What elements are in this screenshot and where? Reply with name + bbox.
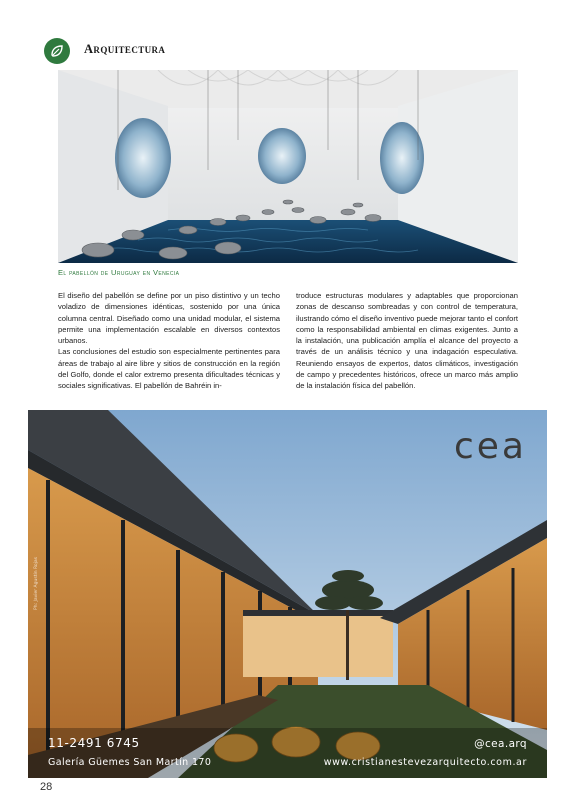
article-column-right (296, 290, 518, 392)
section-title: Arquitectura (84, 42, 166, 56)
photo-caption: El pabellón de Uruguay en Venecia (58, 268, 180, 277)
ad-website: www.cristianestevezarquitecto.com.ar (323, 757, 527, 768)
ad-social-handle: @cea.arq (474, 738, 527, 750)
article-paragraph: troduce estructuras modulares y adaptables que proporcionan zonas de descanso sombreadas y con control de temperatura, ilustrando cómo el diseño inventivo puede mejorar tanto el confort como la responsabilidad ambiental en climas exigentes. Junto a la instalación, una publicación amplía el alcance del proyecto a través de un análisis técnico y una indagación especulativa. Reuniendo ensayos de expertos, datos climáticos, investigación de campo y precedentes históricos, ofrece un marco más amplio de la instalación física del pabellón. (296, 291, 518, 391)
ad-photo-credit: Ph: Javier Agustín Rojas (34, 556, 39, 610)
article-paragraph: Las conclusiones del estudio son especialmente pertinentes para áreas de trabajo al aire libre y sitios de construcción en la región del Golfo, donde el calor extremo presenta dificultades técnicas y sociales significativas. El pabellón de Bahréin in- (58, 347, 280, 391)
article-column-left (58, 290, 280, 392)
page-number: 28 (40, 781, 53, 793)
ad-brand-logo: cea (453, 426, 527, 467)
pavilion-photo (58, 70, 518, 263)
cea-advertisement (28, 410, 547, 778)
section-leaf-icon (44, 38, 70, 64)
ad-address: Galería Güemes San Martín 170 (48, 757, 212, 768)
article-paragraph: El diseño del pabellón se define por un piso distintivo y un techo voladizo de dimensiones idénticas, sostenido por una única columna central. Diseñado como una unidad modular, el sistema permite una implementación escalable en diversos contextos urbanos. (58, 291, 280, 346)
ad-phone: 11-2491 6745 (48, 736, 140, 750)
